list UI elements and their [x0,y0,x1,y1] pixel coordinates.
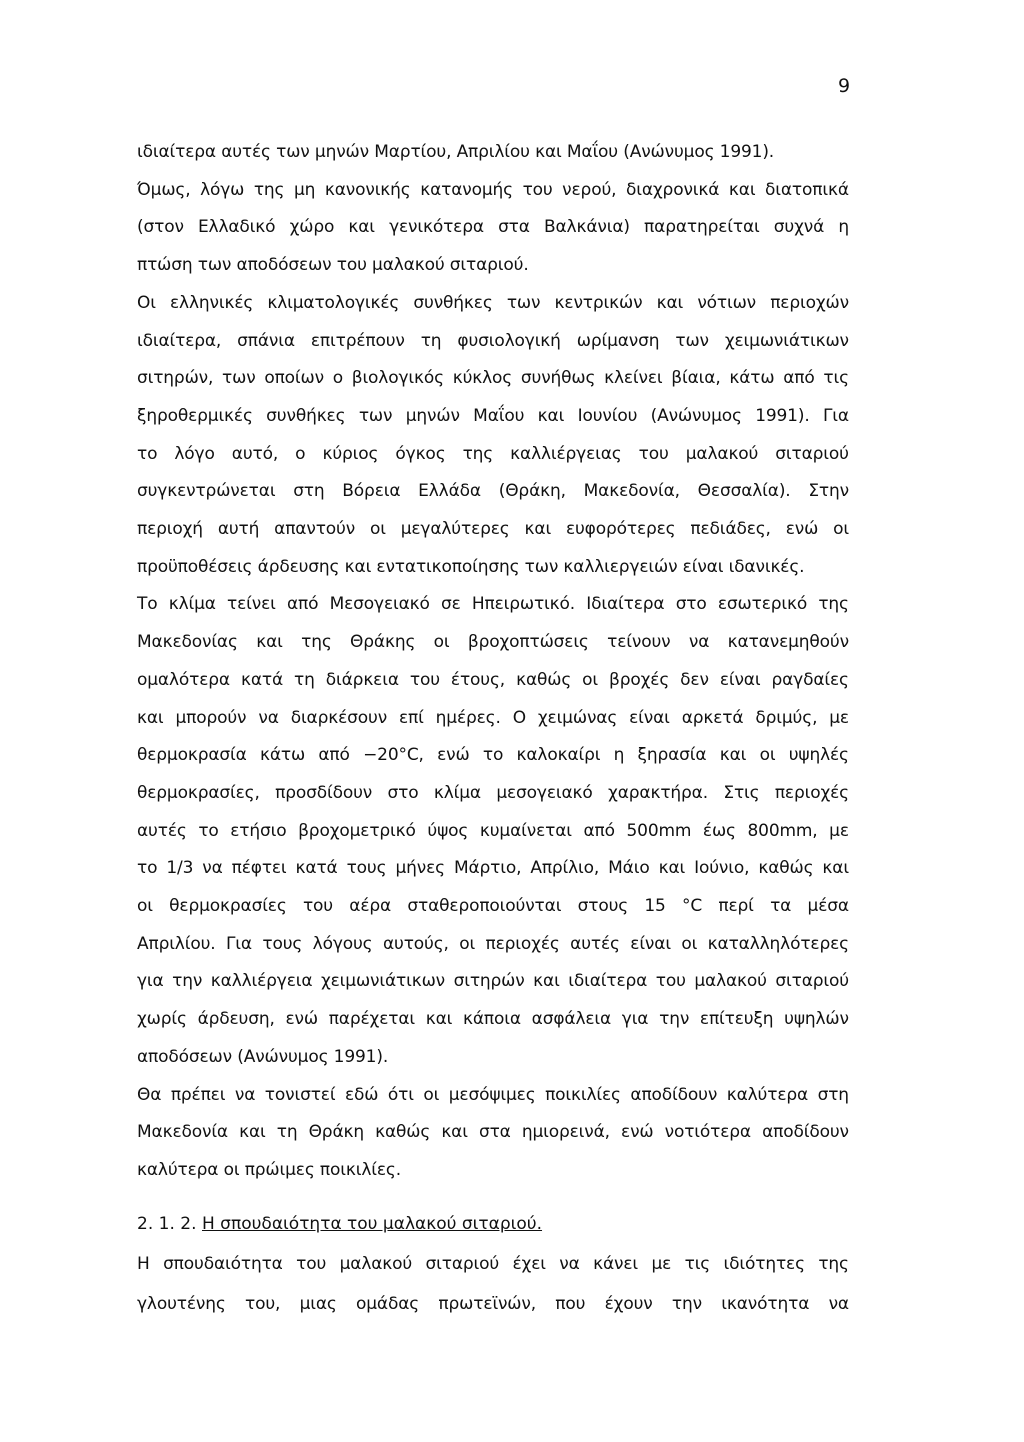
text-line: περιοχή αυτή απαντούν οι μεγαλύτερες και ευφορότερες πεδιάδες, ενώ οι [137,519,849,539]
text-line: το λόγο αυτό, ο κύριος όγκος της καλλιέργειας του μαλακού σιταριού [137,444,849,464]
section-text-line: Η σπουδαιότητα του μαλακού σιταριού έχει να κάνει με τις ιδιότητες της [137,1254,849,1274]
text-line: (στον Ελλαδικό χώρο και γενικότερα στα Βαλκάνια) παρατηρείται συχνά η [137,217,849,237]
text-line: οι θερμοκρασίες του αέρα σταθεροποιούνται στους 15 °C περί τα μέσα [137,896,849,916]
text-line: ιδιαίτερα αυτές των μηνών Μαρτίου, Απριλίου και Μαΐου (Ανώνυμος 1991). [137,142,775,162]
text-line: πτώση των αποδόσεων του μαλακού σιταριού. [137,255,529,275]
text-line: Όμως, λόγω της μη κανονικής κατανομής του νερού, διαχρονικά και διατοπικά [137,180,849,200]
text-line: σιτηρών, των οποίων ο βιολογικός κύκλος συνήθως κλείνει βίαια, κάτω από τις [137,368,849,388]
section-text-line: γλουτένης του, μιας ομάδας πρωτεϊνών, που έχουν την ικανότητα να [137,1294,849,1314]
text-line: Το κλίμα τείνει από Μεσογειακό σε Ηπειρωτικό. Ιδιαίτερα στο εσωτερικό της [137,594,849,614]
text-line: καλύτερα οι πρώιμες ποικιλίες. [137,1160,401,1180]
section-title: Η σπουδαιότητα του μαλακού σιταριού. [202,1214,543,1234]
text-line: ιδιαίτερα, σπάνια επιτρέπουν τη φυσιολογική ωρίμανση των χειμωνιάτικων [137,331,849,351]
section-number: 2. 1. 2. [137,1214,197,1234]
text-line: χωρίς άρδευση, ενώ παρέχεται και κάποια ασφάλεια για την επίτευξη υψηλών [137,1009,849,1029]
text-line: θερμοκρασίες, προσδίδουν στο κλίμα μεσογειακό χαρακτήρα. Στις περιοχές [137,783,849,803]
text-line: Οι ελληνικές κλιματολογικές συνθήκες των κεντρικών και νότιων περιοχών [137,293,849,313]
text-line: Θα πρέπει να τονιστεί εδώ ότι οι μεσόψιμες ποικιλίες αποδίδουν καλύτερα στη [137,1085,849,1105]
text-line: και μπορούν να διαρκέσουν επί ημέρες. Ο χειμώνας είναι αρκετά δριμύς, με [137,708,849,728]
text-line: το 1/3 να πέφτει κατά τους μήνες Μάρτιο, Απρίλιο, Μάιο και Ιούνιο, καθώς και [137,858,849,878]
text-line: αυτές το ετήσιο βροχομετρικό ύψος κυμαίνεται από 500mm έως 800mm, με [137,821,849,841]
text-line: Μακεδονία και τη Θράκη καθώς και στα ημιορεινά, ενώ νοτιότερα αποδίδουν [137,1122,849,1142]
text-line: προϋποθέσεις άρδευσης και εντατικοποίησης των καλλιεργειών είναι ιδανικές. [137,557,805,577]
text-line: ξηροθερμικές συνθήκες των μηνών Μαΐου και Ιουνίου (Ανώνυμος 1991). Για [137,406,849,426]
text-line: θερμοκρασία κάτω από −20°C, ενώ το καλοκαίρι η ξηρασία και οι υψηλές [137,745,849,765]
text-line: αποδόσεων (Ανώνυμος 1991). [137,1047,389,1067]
text-line: Απριλίου. Για τους λόγους αυτούς, οι περιοχές αυτές είναι οι καταλληλότερες [137,934,849,954]
page-number: 9 [838,75,851,97]
text-line: Μακεδονίας και της Θράκης οι βροχοπτώσεις τείνουν να κατανεμηθούν [137,632,849,652]
text-line: ομαλότερα κατά τη διάρκεια του έτους, καθώς οι βροχές δεν είναι ραγδαίες [137,670,849,690]
text-line: για την καλλιέργεια χειμωνιάτικων σιτηρών και ιδιαίτερα του μαλακού σιταριού [137,971,849,991]
text-line: συγκεντρώνεται στη Βόρεια Ελλάδα (Θράκη, Μακεδονία, Θεσσαλία). Στην [137,481,849,501]
